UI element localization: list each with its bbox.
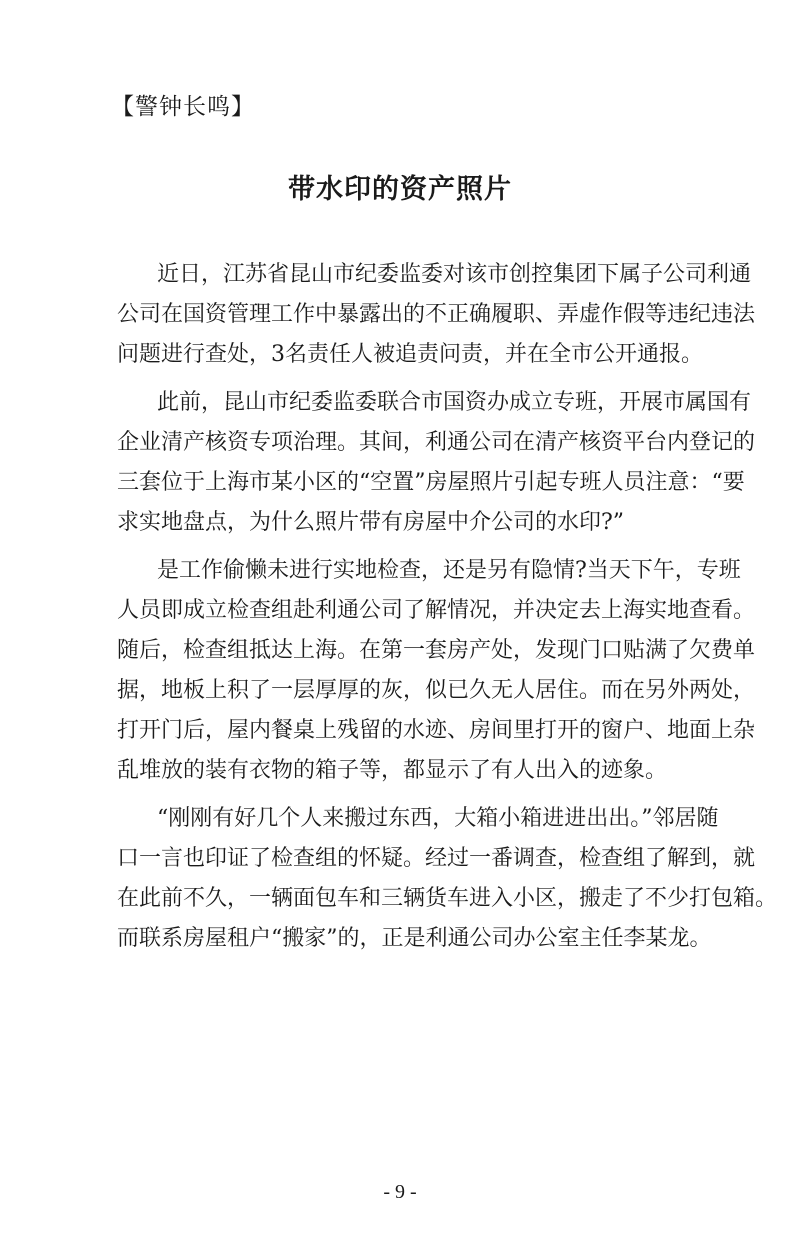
text-line: 问题进行查处，3名责任人被追责问责，并在全市公开通报。 <box>117 342 703 367</box>
text-line: 在此前不久，一辆面包车和三辆货车进入小区，搬走了不少打包箱。 <box>117 886 778 911</box>
text-line: 三套位于上海市某小区的“空置”房屋照片引起专班人员注意：“要 <box>117 470 745 495</box>
text-line: 人员即成立检查组赴利通公司了解情况，并决定去上海实地查看。 <box>117 598 756 623</box>
text-line: 求实地盘点，为什么照片带有房屋中介公司的水印?” <box>117 510 625 535</box>
text-line: 此前，昆山市纪委监委联合市国资办成立专班，开展市属国有 <box>157 390 752 415</box>
paragraph-3 <box>117 551 756 791</box>
text-line: 是工作偷懒未进行实地检查，还是另有隐情?当天下午，专班 <box>157 558 741 583</box>
text-line: 而联系房屋租户“搬家”的，正是利通公司办公室主任李某龙。 <box>117 926 712 951</box>
text-line: 公司在国资管理工作中暴露出的不正确履职、弄虚作假等违纪违法 <box>117 302 756 327</box>
text-line: 据，地板上积了一层厚厚的灰，似已久无人居住。而在另外两处， <box>117 678 756 703</box>
text-line: 乱堆放的装有衣物的箱子等，都显示了有人出入的迹象。 <box>117 758 668 783</box>
page-number: - 9 - <box>383 1181 417 1203</box>
text-line: 口一言也印证了检查组的怀疑。经过一番调查，检查组了解到，就 <box>117 846 756 871</box>
article-body <box>117 255 778 967</box>
page-title: 带水印的资产照片 <box>288 174 512 205</box>
paragraph-2 <box>117 383 756 543</box>
text-line: “刚刚有好几个人来搬过东西，大箱小箱进进出出。”邻居随 <box>157 806 719 831</box>
text-line: 打开门后，屋内餐桌上残留的水迹、房间里打开的窗户、地面上杂 <box>117 718 756 743</box>
text-line: 随后，检查组抵达上海。在第一套房产处，发现门口贴满了欠费单 <box>117 638 756 663</box>
section-tag: 【警钟长鸣】 <box>111 94 255 120</box>
paragraph-4 <box>117 799 778 959</box>
text-line: 企业清产核资专项治理。其间，利通公司在清产核资平台内登记的 <box>117 430 756 455</box>
text-line: 近日，江苏省昆山市纪委监委对该市创控集团下属子公司利通 <box>157 262 752 287</box>
paragraph-1 <box>117 255 756 375</box>
